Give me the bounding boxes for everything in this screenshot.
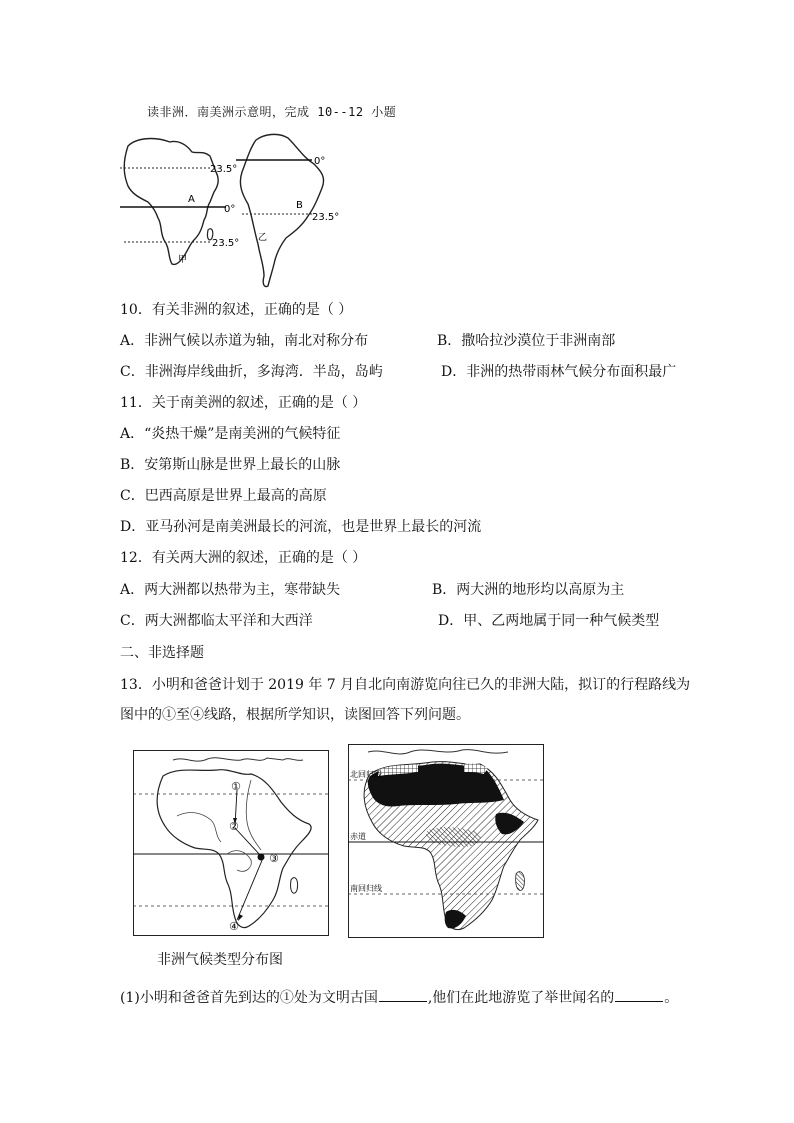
q12-option-b: B．两大洲的地形均以高原为主 (432, 582, 625, 598)
climate-equator-label: 赤道 (350, 832, 366, 841)
answer-blank-landmark[interactable] (615, 987, 663, 1002)
q13-line-1: 13．小明和爸爸计划于 2019 年 7 月自北向南游览向往已久的非洲大陆，拟订的行程路线为 (120, 677, 691, 693)
africa-equator-label: 0° (224, 204, 236, 215)
q13-part-1 (120, 987, 678, 1008)
africa-tropic-n-label: 23.5° (210, 164, 238, 175)
sa-point-yi: 乙 (258, 233, 268, 243)
sa-point-b: B (296, 200, 303, 211)
answer-blank-country[interactable] (379, 987, 427, 1002)
q11-option-c: C．巴西高原是世界上最高的高原 (120, 488, 327, 504)
africa-tropic-s-label: 23.5° (212, 238, 240, 249)
q10-option-c: C．非洲海岸线曲折，多海湾．半岛，岛屿 (120, 364, 383, 380)
q11-stem: 11．关于南美洲的叙述，正确的是（ ） (120, 395, 367, 411)
q12-option-d: D．甲、乙两地属于同一种气候类型 (438, 613, 660, 629)
route-label-3: ③ (269, 852, 279, 865)
q12-option-a: A．两大洲都以热带为主，寒带缺失 (120, 582, 341, 598)
q11-option-b: B．安第斯山脉是世界上最长的山脉 (120, 457, 341, 473)
africa-climate-map (348, 744, 544, 938)
q13-line-2: 图中的①至④线路，根据所学知识，读图回答下列问题。 (120, 707, 470, 723)
section-2-heading: 二、非选择题 (120, 645, 204, 661)
sa-equator-label: 0° (314, 156, 326, 167)
africa-south-america-map (118, 128, 350, 292)
q11-option-a: A．“炎热干燥”是南美洲的气候特征 (120, 426, 341, 442)
q10-option-d: D．非洲的热带雨林气候分布面积最广 (441, 364, 677, 380)
africa-point-jia: 甲 (178, 255, 188, 265)
q10-option-a: A．非洲气候以赤道为轴，南北对称分布 (120, 333, 369, 349)
q12-stem: 12．有关两大洲的叙述，正确的是（ ） (120, 550, 367, 566)
q13-part-1-text-b: ,他们在此地游览了举世闻名的 (427, 990, 615, 1006)
q11-option-d: D．亚马孙河是南美洲最长的河流，也是世界上最长的河流 (120, 519, 482, 535)
sa-tropic-label: 23.5° (312, 212, 340, 223)
route-label-2: ② (229, 820, 239, 833)
climate-map-caption: 非洲气候类型分布图 (157, 952, 283, 968)
africa-route-map (133, 750, 329, 936)
africa-outline (124, 139, 218, 265)
climate-tropic-n-label: 北回归线 (350, 770, 382, 779)
figure-1-title: 读非洲．南美洲示意明，完成 10--12 小题 (147, 105, 397, 119)
climate-madagascar (516, 872, 525, 891)
route-label-4: ④ (229, 920, 239, 933)
q10-stem: 10．有关非洲的叙述，正确的是（ ） (120, 302, 353, 318)
route-label-1: ① (231, 780, 241, 793)
africa-point-a: A (188, 194, 195, 205)
climate-tropic-s-label: 南回归线 (350, 884, 382, 893)
q13-part-1-text-a: (1)小明和爸爸首先到达的①处为文明古国 (120, 990, 378, 1006)
kilimanjaro-mark (258, 854, 265, 861)
q10-option-b: B．撒哈拉沙漠位于非洲南部 (437, 333, 616, 349)
q13-part-1-text-c: 。 (664, 990, 679, 1006)
q12-option-c: C．两大洲都临太平洋和大西洋 (120, 613, 313, 629)
